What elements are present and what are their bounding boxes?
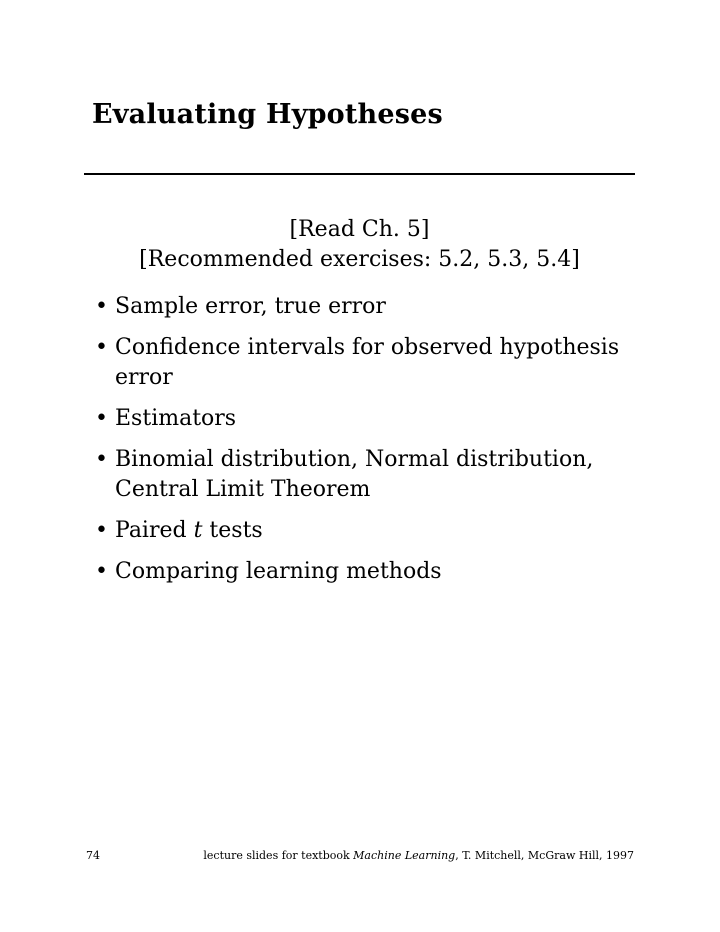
bullet-text-continued: Central Limit Theorem	[115, 477, 371, 502]
bullet-icon: •	[95, 447, 108, 472]
bullet-text: Paired	[115, 518, 194, 543]
list-item	[95, 292, 635, 322]
footer-credit-pre: lecture slides for textbook	[203, 849, 354, 862]
reading-note: [Read Ch. 5]	[289, 217, 430, 242]
footer-book-title: Machine Learning	[353, 849, 456, 862]
page-number: 74	[86, 849, 100, 862]
bullet-icon: •	[95, 518, 108, 543]
slide-title: Evaluating Hypotheses	[92, 99, 443, 130]
footer-credit	[203, 850, 634, 861]
bullet-icon: •	[95, 406, 108, 431]
bullet-icon: •	[95, 335, 108, 360]
list-item	[95, 404, 635, 434]
bullet-text: Confidence intervals for observed hypothesis	[115, 335, 620, 360]
list-item	[95, 445, 635, 505]
bullet-text: Comparing learning methods	[115, 559, 442, 584]
bullet-icon: •	[95, 559, 108, 584]
list-item	[95, 516, 635, 546]
exercises-note: [Recommended exercises: 5.2, 5.3, 5.4]	[139, 247, 580, 272]
title-divider	[84, 173, 635, 175]
list-item	[95, 333, 635, 393]
topic-list	[95, 292, 635, 598]
bullet-math-t: t	[193, 518, 203, 543]
list-item	[95, 557, 635, 587]
bullet-text: Estimators	[115, 406, 237, 431]
bullet-text-continued: error	[115, 365, 173, 390]
bullet-text: Binomial distribution, Normal distribution,	[115, 447, 594, 472]
bullet-icon: •	[95, 294, 108, 319]
footer-credit-post: , T. Mitchell, McGraw Hill, 1997	[455, 849, 634, 862]
bullet-text: Sample error, true error	[115, 294, 386, 319]
bullet-text-tail: tests	[202, 518, 263, 543]
